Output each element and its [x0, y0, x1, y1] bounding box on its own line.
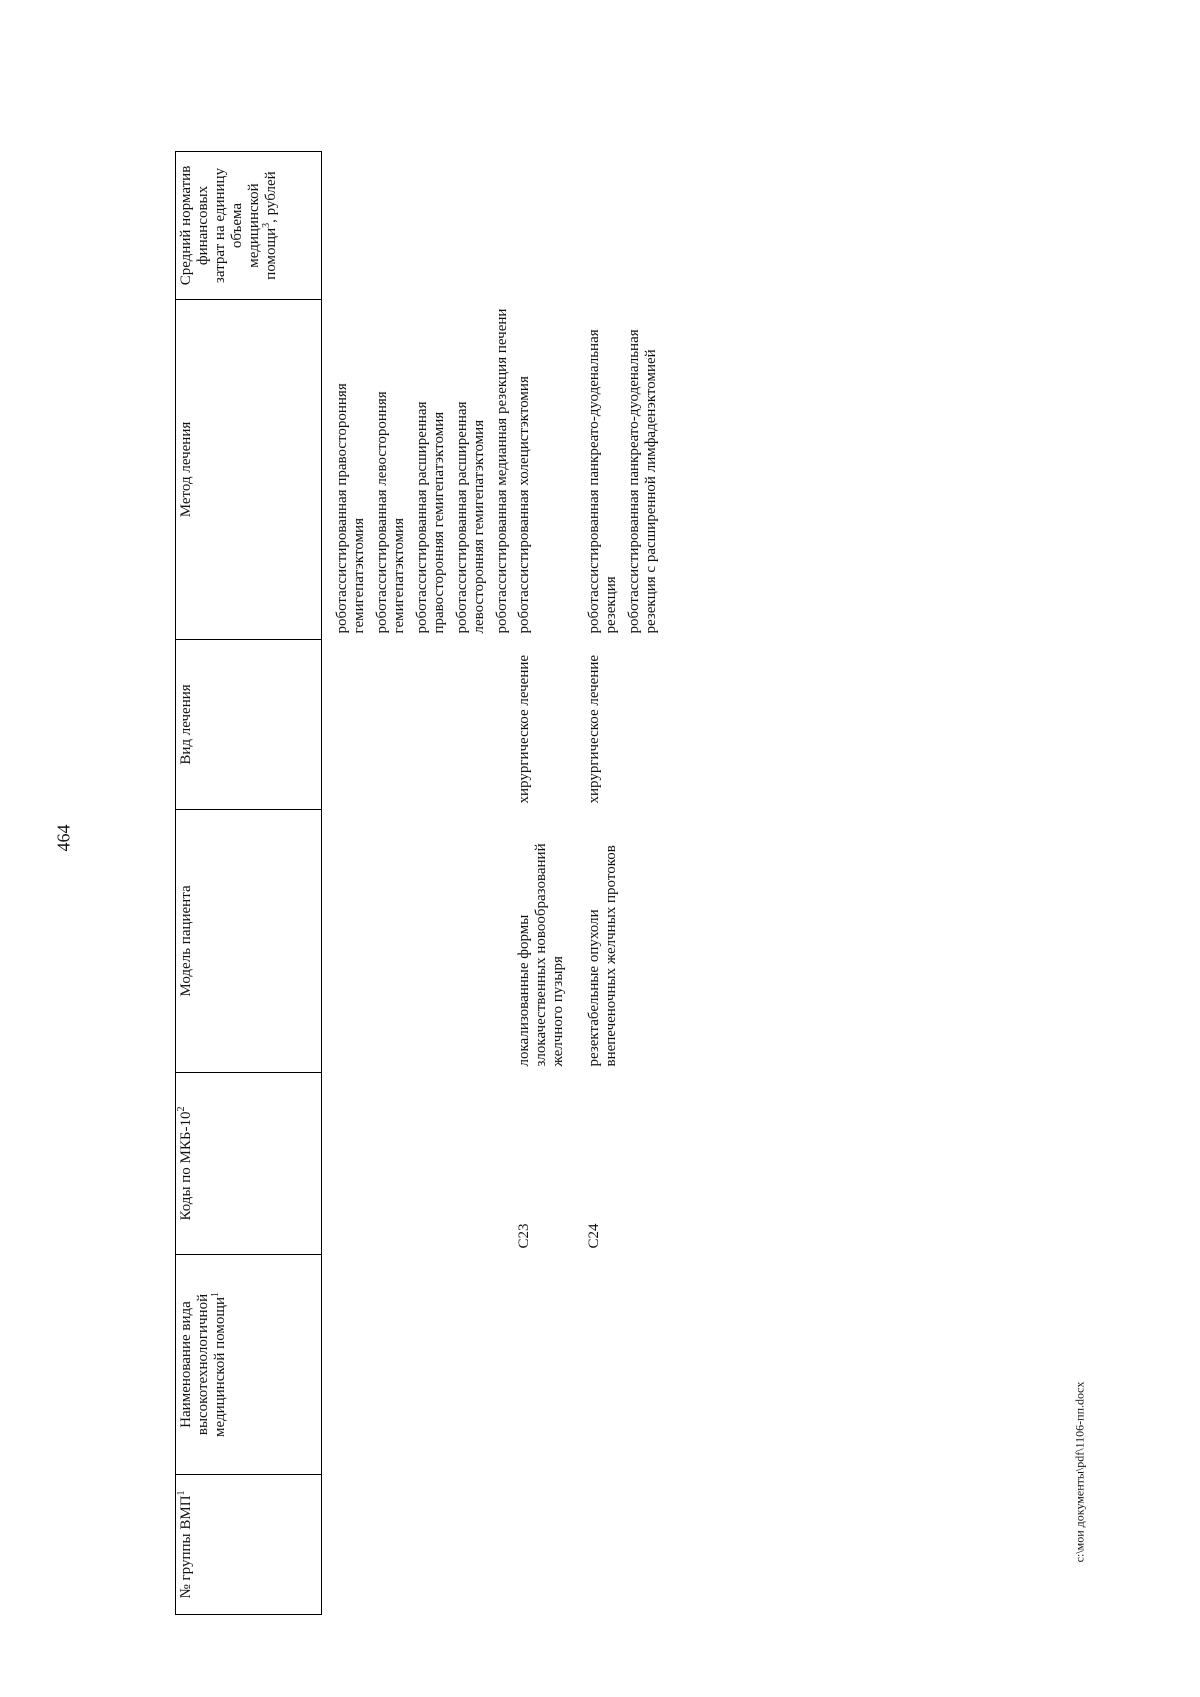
table-row: [332, 152, 514, 1615]
document-path: c:\мои документы\pdf\1106-пп.docx: [1072, 1381, 1087, 1563]
table-row: [584, 152, 663, 1615]
cell-vmp-name: [514, 1255, 570, 1475]
header-vmp-name-line2: высокотехнологичной: [195, 1293, 211, 1436]
method-item: роботассистированная медианная резекция печени: [493, 308, 510, 634]
cell-icd-code: C24: [585, 1223, 602, 1249]
header-cost-line5: медицинской: [246, 183, 262, 268]
cell-average-cost: [514, 152, 570, 300]
cell-treatment-type: [332, 640, 514, 810]
header-icd-codes: [176, 1073, 322, 1255]
header-average-cost: [176, 152, 322, 300]
header-cost-line3: затрат на единицу: [212, 167, 228, 284]
header-group-number: [176, 1475, 322, 1615]
cell-patient-model: локализованные формы злокачественных новообразований желчного пузыря: [515, 843, 566, 1067]
cell-group-number: [514, 1475, 570, 1615]
cell-vmp-name: [584, 1255, 663, 1475]
page-number: 464: [53, 824, 74, 852]
header-treatment-type: Вид лечения: [176, 640, 322, 810]
header-vmp-name-line3: медицинской помощи: [212, 1297, 228, 1437]
cell-patient-model: резектабельные опухоли внепеченочных желчных протоков: [585, 845, 619, 1067]
cell-treatment-methods: [332, 300, 514, 640]
header-cost-line1: Средний норматив: [178, 165, 194, 286]
header-cost-line6-tail: , рублей: [263, 171, 279, 223]
header-cost-line2: финансовых: [195, 185, 211, 266]
header-vmp-name: [176, 1255, 322, 1475]
rotated-page-content: [175, 75, 1095, 1615]
header-icd-codes-text: Коды по МКБ-10: [178, 1111, 194, 1221]
cell-vmp-name: [332, 1255, 514, 1475]
footnote-marker: 3: [261, 222, 272, 228]
header-treatment-method: Метод лечения: [176, 300, 322, 640]
footnote-marker: 1: [210, 1292, 221, 1298]
cell-average-cost: [332, 152, 514, 300]
cell-icd-code: C23: [515, 1223, 532, 1249]
cell-patient-model: [332, 810, 514, 1073]
footnote-marker: 1: [176, 1490, 187, 1496]
header-patient-model: Модель пациента: [176, 810, 322, 1073]
cell-treatment-type: хирургическое лечение: [585, 654, 602, 804]
cell-treatment-type: хирургическое лечение: [515, 654, 532, 804]
footnote-marker: 2: [176, 1106, 187, 1112]
table-header-row: [176, 152, 322, 1615]
cell-icd-code: [332, 1073, 514, 1255]
method-item: роботассистированная расширенная левосторонняя гемигепатэктомия: [453, 401, 487, 634]
table-row: [514, 152, 570, 1615]
method-item: роботассистированная левосторонняя гемигепатэктомия: [373, 391, 407, 634]
header-cost-line4: объема: [229, 202, 245, 249]
header-vmp-name-line1: Наименование вида: [178, 1301, 194, 1428]
cell-average-cost: [584, 152, 663, 300]
cell-treatment-methods: [514, 300, 570, 640]
method-item: роботассистированная расширенная правосторонняя гемигепатэктомия: [413, 401, 447, 634]
vmp-table: [175, 151, 663, 1615]
method-item: роботассистированная панкреато-дуоденальная резекция с расширенной лимфаденэктомией: [625, 329, 659, 634]
cell-treatment-methods: [584, 300, 663, 640]
cell-group-number: [584, 1475, 663, 1615]
method-item: роботассистированная панкреато-дуоденальная резекция: [585, 329, 619, 634]
header-group-number-text: № группы ВМП: [178, 1495, 194, 1599]
header-cost-line6: помощи: [263, 227, 279, 280]
method-item: роботассистированная правосторонняя гемигепатэктомия: [333, 383, 367, 634]
method-item: роботассистированная холецистэктомия: [515, 376, 532, 634]
cell-group-number: [332, 1475, 514, 1615]
